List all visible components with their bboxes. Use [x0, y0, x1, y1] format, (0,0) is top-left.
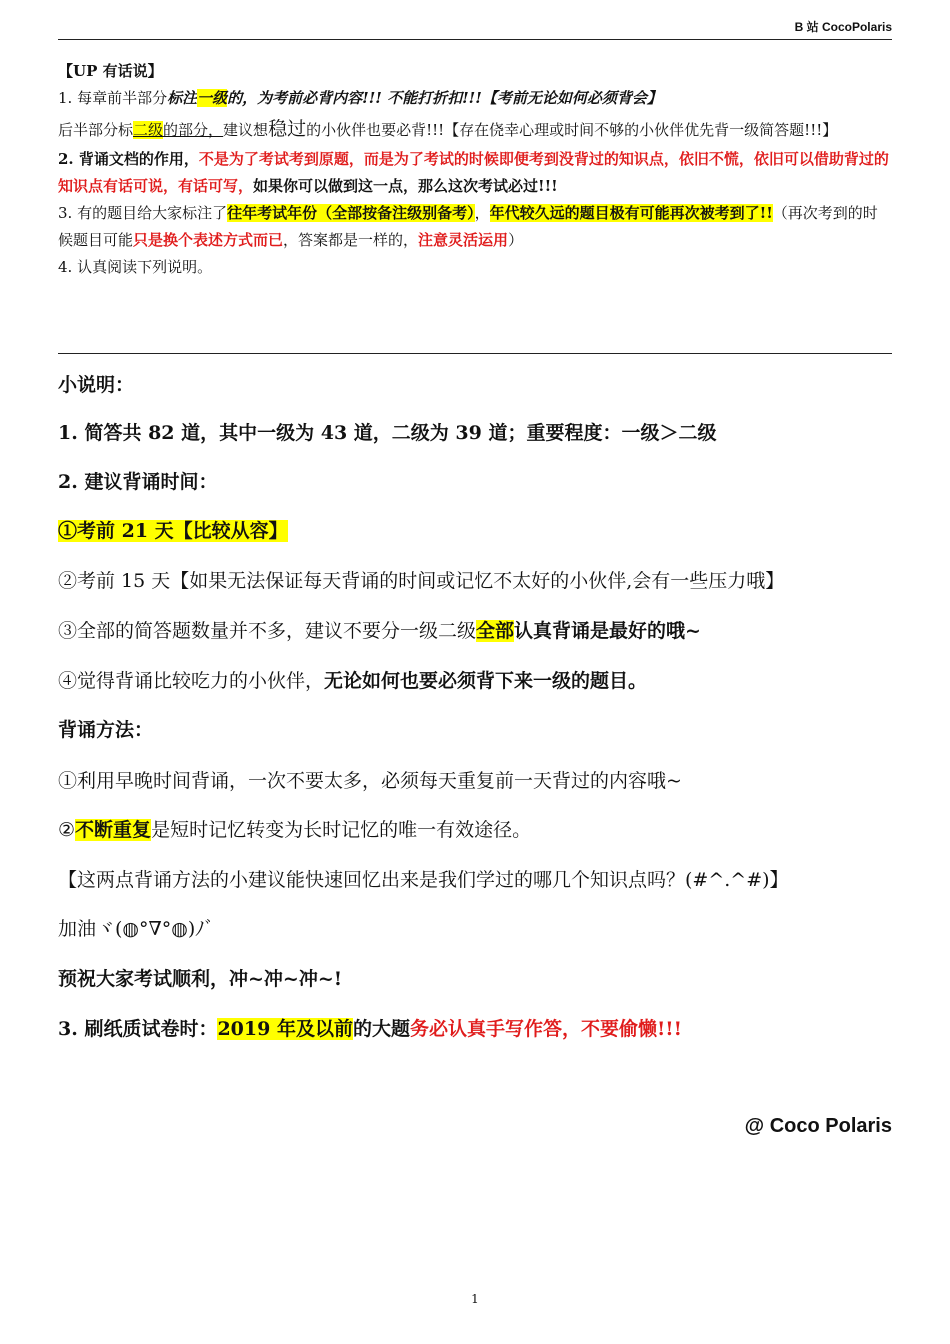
up-l2-a: 后半部分标: [58, 121, 134, 139]
t3-c: 认真背诵是最好的哦~: [514, 620, 701, 642]
method-title: 背诵方法：: [58, 719, 154, 741]
note-time-title: 2. 建议背诵时间：: [58, 471, 218, 493]
m2-c: 是短时记忆转变为长时记忆的唯一有效途径。: [151, 819, 532, 841]
up-line-4: [58, 200, 892, 254]
wish-text: 预祝大家考试顺利，冲~冲~冲~!: [58, 968, 343, 990]
up-title: 【UP 有话说】: [58, 62, 163, 80]
method-2: [58, 815, 531, 842]
t3-a: ③全部的简答题数量并不多，建议不要分一级二级: [58, 620, 477, 642]
time-option-1-text: ①考前 21 天【比较从容】: [58, 520, 288, 542]
up-l3-c: 如果你可以做到这一点，那么这次考试必过!!!: [253, 177, 558, 196]
up-l4-i: ）: [508, 231, 524, 250]
up-line-5: 4. 认真阅读下列说明。: [58, 258, 213, 277]
time-option-3: [58, 616, 701, 643]
up-l3-b: 不是为了考试考到原题，而是为了考试的时候即便考到没背过的知识点，依旧不慌，依旧可以借助背过的知识点有话可说，有话可写，: [58, 150, 889, 196]
cheer-text: 加油ヾ(◍°∇°◍)ﾉﾞ: [58, 918, 215, 940]
n3-d: 务必认真手写作答，不要偷懒!!!: [409, 1018, 682, 1040]
up-l4-e: （再次考到的时候题目可能: [58, 204, 878, 250]
up-notes-section: [58, 58, 892, 281]
up-l1-b: 标注: [167, 89, 198, 107]
up-l4-c: ，: [474, 204, 490, 223]
t4-a: ④觉得背诵比较吃力的小伙伴，: [58, 670, 325, 692]
note-count: 1. 简答共 82 道，其中一级为 43 道，二级为 39 道；重要程度：一级＞二级: [58, 422, 717, 444]
up-line-2: [58, 112, 892, 146]
up-l3-a: 2. 背诵文档的作用，: [58, 150, 199, 169]
m2-b: 不断重复: [75, 819, 152, 841]
up-l1-d: 的，为考前必背内容!!! 不能打折扣!!!【考前无论如何必须背会】: [227, 89, 662, 107]
time-option-1: [58, 516, 288, 543]
n3-b: 2019 年及以前: [217, 1018, 353, 1040]
up-l4-a: 3. 有的题目给大家标注了: [58, 204, 228, 223]
time-option-4: [58, 666, 647, 693]
up-l1-a: 1. 每章前半部分: [58, 89, 168, 107]
method-1: ①利用早晚时间背诵，一次不要太多，必须每天重复前一天背过的内容哦~: [58, 770, 682, 792]
up-l2-f: 的小伙伴也要必背!!!【存在侥幸心理或时间不够的小伙伴优先背一级简答题!!!】: [306, 121, 838, 139]
m2-a: ②: [58, 819, 76, 841]
up-l4-b: 往年考试年份（全部按备注级别备考）: [227, 204, 475, 223]
t4-b: 无论如何也要必须背下来一级的题目。: [324, 670, 648, 692]
header-rule: [58, 39, 892, 40]
up-l2-e: 稳过: [268, 118, 307, 140]
t3-b: 全部: [476, 620, 515, 642]
up-l4-h: 注意灵活运用: [418, 231, 509, 250]
up-l4-f: 只是换个表述方式而已: [133, 231, 284, 250]
method-question: 【这两点背诵方法的小建议能快速回忆出来是我们学过的哪几个知识点吗？(#^.^#)】: [58, 869, 789, 891]
note-exam-paper: [58, 1014, 682, 1041]
n3-a: 3. 刷纸质试卷时：: [58, 1018, 218, 1040]
up-l2-c: 的部分，: [163, 121, 224, 139]
time-option-2: ②考前 15 天【如果无法保证每天背诵的时间或记忆不太好的小伙伴,会有一些压力哦】: [58, 570, 785, 592]
signature: @ Coco Polaris: [744, 1115, 892, 1137]
page-header: B 站 CocoPolaris: [794, 20, 892, 34]
up-l4-d: 年代较久远的题目极有可能再次被考到了!!: [489, 204, 773, 223]
up-l2-d: 建议想: [223, 121, 269, 139]
up-line-3: [58, 146, 892, 200]
up-l4-g: ，答案都是一样的，: [283, 231, 419, 250]
page-number: 1: [471, 1292, 479, 1306]
up-line-1: [58, 85, 892, 112]
up-l2-b: 二级: [133, 121, 164, 139]
section-rule: [58, 353, 892, 354]
up-l1-c: 一级: [197, 89, 228, 107]
notes-title: 小说明：: [58, 374, 135, 396]
n3-c: 的大题: [352, 1018, 410, 1040]
